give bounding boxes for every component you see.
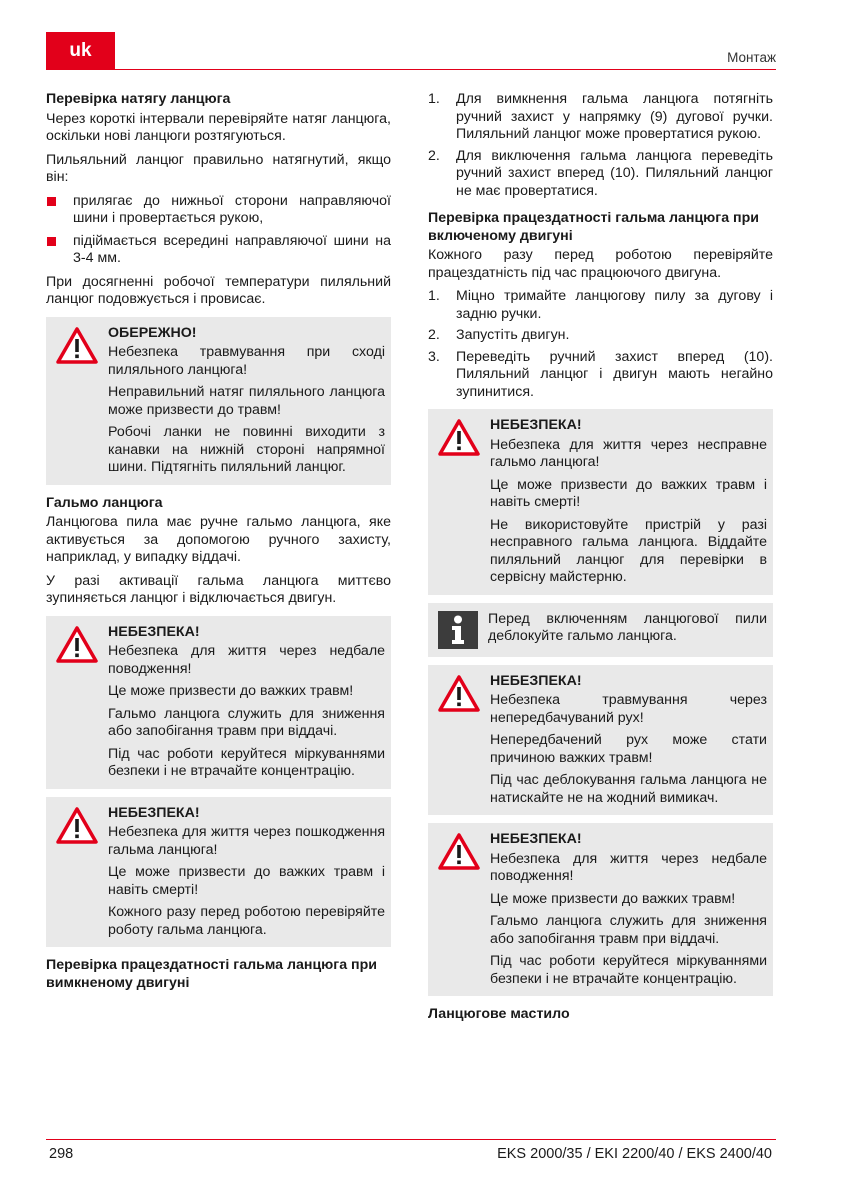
notice-text: Небезпека для життя через несправне гальмо ланцюга! xyxy=(490,436,767,470)
bullet-square-icon xyxy=(47,237,56,246)
notice-text: Непередбачений рух може стати причиною важких травм! xyxy=(490,732,767,766)
page-number: 298 xyxy=(49,1146,74,1162)
warning-triangle-icon xyxy=(56,626,98,664)
notice-text: Небезпека для життя через недбале поводження! xyxy=(490,850,767,884)
notice-text: Небезпека травмування при сході пиляльного ланцюга! xyxy=(108,344,385,378)
paragraph: У разі активації гальма ланцюга миттєво зупиняється ланцюг і відключається двигун. xyxy=(46,572,391,606)
notice-text: Під час роботи керуйтеся міркуваннями безпеки і не втрачайте концентрацію. xyxy=(490,953,767,987)
notice-text: Небезпека для життя через пошкодження гальма ланцюга! xyxy=(108,824,385,858)
notice-text: Гальмо ланцюга служить для зниження або запобігання травм при віддачі. xyxy=(108,705,385,739)
notice-text: Це може призвести до важких травм і навіть смерті! xyxy=(490,476,767,510)
list-item: 2. Запустіть двигун. xyxy=(428,327,570,343)
heading-chain-brake: Гальмо ланцюга xyxy=(46,494,163,511)
warning-triangle-icon xyxy=(56,327,98,365)
notice-text: Кожного разу перед роботою перевіряйте роботу гальма ланцюга. xyxy=(108,904,385,938)
danger-box xyxy=(46,797,391,948)
footer-divider xyxy=(46,1139,776,1140)
warning-triangle-icon xyxy=(438,675,480,713)
heading-chain-tension: Перевірка натягу ланцюга xyxy=(46,91,231,107)
warning-triangle-icon xyxy=(56,807,98,845)
notice-text: Під час деблокування гальма ланцюга не натискайте не на жодний вимикач. xyxy=(490,772,767,806)
paragraph: При досягненні робочої температури пиляльний ланцюг подовжується і провисає. xyxy=(46,273,391,307)
notice-text: Це може призвести до важких травм і навіть смерті! xyxy=(108,864,385,898)
notice-text: Це може призвести до важких травм! xyxy=(490,890,736,907)
notice-text: Робочі ланки не повинні виходити з канавки на нижній стороні напрямної шини. Підтягніть пиляльний ланцюг. xyxy=(108,424,385,475)
notice-text: Це може призвести до важких травм! xyxy=(108,683,354,699)
danger-title: НЕБЕЗПЕКА! xyxy=(490,417,582,433)
danger-title: НЕБЕЗПЕКА! xyxy=(490,831,582,847)
danger-title: НЕБЕЗПЕКА! xyxy=(490,672,582,689)
danger-box xyxy=(46,616,391,789)
danger-box xyxy=(428,823,773,996)
bullet-list xyxy=(46,193,391,268)
notice-text: Не використовуйте пристрій у разі несправного гальма ланцюга. Віддайте пиляльний ланцюг для перевірки в сервісну майстерню. xyxy=(490,516,767,585)
danger-title: НЕБЕЗПЕКА! xyxy=(108,623,200,640)
section-title: Монтаж xyxy=(727,50,776,65)
notice-text: Під час роботи керуйтеся міркуваннями безпеки і не втрачайте концентрацію. xyxy=(108,745,385,779)
info-icon xyxy=(438,611,478,649)
left-column xyxy=(46,91,391,994)
heading-brake-check-engine-on: Перевірка працездатності гальма ланцюга при включеному двигуні xyxy=(428,210,759,244)
notice-text: Небезпека для життя через недбале поводження! xyxy=(108,643,385,677)
paragraph: Пильяльний ланцюг правильно натягнутий, якщо він: xyxy=(46,151,391,185)
language-tab: uk xyxy=(46,32,115,69)
heading-chain-oil: Ланцюгове мастило xyxy=(428,1006,570,1022)
notice-text: Неправильний натяг пиляльного ланцюга може призвести до травм! xyxy=(108,384,385,418)
model-names: EKS 2000/35 / EKI 2200/40 / EKS 2400/40 xyxy=(497,1146,772,1162)
header-divider xyxy=(46,69,776,70)
paragraph: Ланцюгова пила має ручне гальмо ланцюга, яке активується за допомогою ручного захисту, наприклад, у випадку віддачі. xyxy=(46,514,391,565)
steps-list xyxy=(428,91,773,200)
notice-text: Небезпека травмування через непередбачуваний рух! xyxy=(490,692,767,726)
paragraph: Кожного разу перед роботою перевіряйте працездатність під час працюючого двигуна. xyxy=(428,247,773,281)
caution-title: ОБЕРЕЖНО! xyxy=(108,324,197,341)
warning-triangle-icon xyxy=(438,833,480,871)
notice-text: Гальмо ланцюга служить для зниження або запобігання травм при віддачі. xyxy=(490,913,767,947)
danger-box xyxy=(428,665,773,816)
list-item: 1. Міцно тримайте ланцюгову пилу за дугову і задню ручки. xyxy=(428,288,773,322)
list-item: 2. Для виключення гальма ланцюга переведіть ручний захист вперед (10). Пиляльний ланцюг не має провертатися. xyxy=(428,147,773,199)
list-item: підіймається всередині направляючої шини на 3-4 мм. xyxy=(46,233,391,268)
bullet-square-icon xyxy=(47,197,56,206)
paragraph: Через короткі інтервали перевіряйте натяг ланцюга, оскільки нові ланцюги розтягуються. xyxy=(46,110,391,144)
right-column xyxy=(428,91,773,1026)
danger-title: НЕБЕЗПЕКА! xyxy=(108,804,200,821)
list-item: прилягає до нижньої сторони направляючої шини і провертається рукою, xyxy=(46,193,391,228)
heading-brake-check-engine-off: Перевірка працездатності гальма ланцюга при вимкненому двигуні xyxy=(46,957,377,991)
danger-box xyxy=(428,409,773,595)
list-item: 3. Переведіть ручний захист вперед (10). Пиляльний ланцюг і двигун мають негайно зупинитися. xyxy=(428,348,773,400)
notice-text: Перед включенням ланцюгової пили деблокуйте гальмо ланцюга. xyxy=(488,610,767,644)
info-box xyxy=(428,603,773,657)
warning-triangle-icon xyxy=(438,419,480,457)
list-item: 1. Для вимкнення гальма ланцюга потягніть ручний захист у напрямку (9) дугової ручки. Пиляльний ланцюг може провертатися рукою. xyxy=(428,91,773,142)
caution-box xyxy=(46,317,391,485)
steps-list xyxy=(428,288,773,401)
